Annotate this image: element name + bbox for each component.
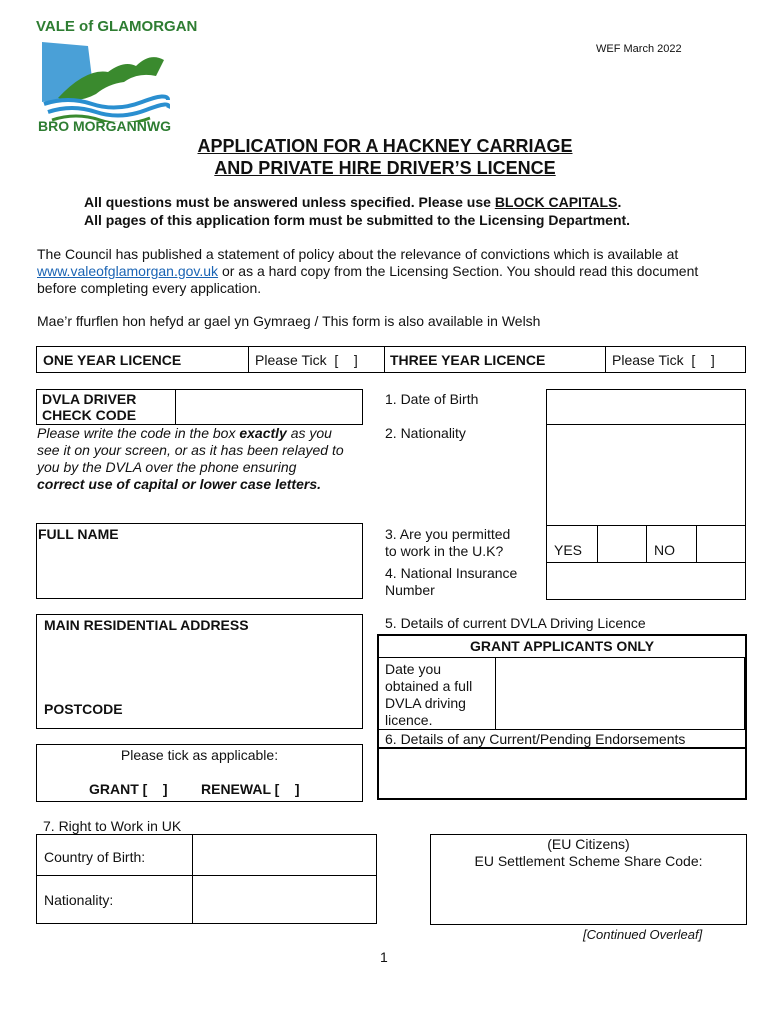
grant-tick[interactable]: GRANT [ ] <box>89 781 168 797</box>
grant-only-heading: GRANT APPLICANTS ONLY <box>469 638 655 654</box>
block-capitals: BLOCK CAPITALS <box>494 194 618 210</box>
council-website-link[interactable]: www.valeofglamorgan.gov.uk <box>37 263 219 279</box>
form-title-line1: APPLICATION FOR A HACKNEY CARRIAGE <box>197 136 573 156</box>
logo-top-text: VALE of GLAMORGAN <box>36 18 198 35</box>
divider <box>379 729 745 730</box>
date-obtained-l2: obtained a full <box>385 678 473 694</box>
policy-paragraph <box>37 246 737 297</box>
endorsements-label: 6. Details of any Current/Pending Endorsements <box>385 731 686 747</box>
eu-citizens-label: (EU Citizens) <box>547 836 630 852</box>
instruction-line1 <box>84 194 621 210</box>
logo-bottom-text: BRO MORGANNWG <box>38 118 171 134</box>
address-label: MAIN RESIDENTIAL ADDRESS <box>44 617 249 633</box>
endorsements-input[interactable] <box>379 749 745 798</box>
rtw-nationality-label: Nationality: <box>44 892 114 908</box>
date-obtained-l1: Date you <box>385 661 442 677</box>
dvla-note-c: as you see it on your screen, or as it has been relayed to you by the DVLA over the phone ensuring <box>37 425 344 475</box>
one-year-label: ONE YEAR LICENCE <box>43 352 182 368</box>
welsh-notice: Mae’r ffurflen hon hefyd ar gael yn Gymraeg / This form is also available in Welsh <box>37 313 541 329</box>
rtw-nationality-input[interactable] <box>193 876 376 923</box>
right-to-work-heading: 7. Right to Work in UK <box>43 818 182 834</box>
instruction-period: . <box>617 194 622 210</box>
divider <box>646 526 647 562</box>
policy-text-b: or as a hard copy from the Licensing Section. You should read this document before completing every application. <box>37 263 699 296</box>
dvla-check-code-box <box>36 389 363 425</box>
application-type-box <box>36 744 363 802</box>
nationality-input[interactable] <box>546 424 746 526</box>
licence-duration-row <box>36 346 746 373</box>
full-name-label: FULL NAME <box>38 526 119 542</box>
no-checkbox[interactable] <box>697 526 745 562</box>
dvla-code-input[interactable] <box>176 390 362 424</box>
grant-applicants-box <box>377 634 747 800</box>
dvla-label <box>42 391 136 423</box>
divider <box>605 347 606 372</box>
three-year-tick[interactable]: Please Tick [ ] <box>612 352 715 368</box>
one-year-tick[interactable]: Please Tick [ ] <box>255 352 358 368</box>
permitted-label <box>385 526 510 560</box>
dob-input[interactable] <box>546 389 746 425</box>
date-obtained-l4: licence. <box>385 712 433 728</box>
address-box[interactable] <box>36 614 363 729</box>
country-of-birth-input[interactable] <box>193 835 376 875</box>
council-logo <box>36 18 198 136</box>
permitted-line1: 3. Are you permitted <box>385 526 511 542</box>
permitted-line2: to work in the U.K? <box>385 543 504 559</box>
tick-applicable-label: Please tick as applicable: <box>120 747 279 763</box>
dvla-note-a: Please write the code in the box <box>37 425 240 441</box>
dvla-note <box>37 425 347 493</box>
no-label: NO <box>654 542 675 558</box>
policy-text-a: The Council has published a statement of policy about the relevance of convictions which is available at <box>37 246 679 262</box>
dvla-label-line2: CHECK CODE <box>42 407 137 423</box>
form-title-line2: AND PRIVATE HIRE DRIVER’S LICENCE <box>214 158 556 178</box>
right-to-work-table <box>36 834 377 924</box>
country-of-birth-label: Country of Birth: <box>44 849 146 865</box>
continued-overleaf: [Continued Overleaf] <box>583 927 703 942</box>
instruction-line2: All pages of this application form must be submitted to the Licensing Department. <box>84 212 631 228</box>
ni-input[interactable] <box>546 562 746 600</box>
dvla-licence-label: 5. Details of current DVLA Driving Licence <box>385 615 646 631</box>
wef-date: WEF March 2022 <box>596 43 682 55</box>
date-obtained-label <box>385 661 472 729</box>
date-obtained-l3: DVLA driving <box>385 695 466 711</box>
yes-checkbox[interactable] <box>598 526 646 562</box>
logo-graphic <box>38 38 170 122</box>
eu-settlement-box[interactable] <box>430 834 747 925</box>
dvla-note-d: correct use of capital or lower case letters. <box>37 476 322 492</box>
divider <box>384 347 385 372</box>
three-year-label: THREE YEAR LICENCE <box>390 352 546 368</box>
postcode-label: POSTCODE <box>44 701 123 717</box>
dvla-note-b: exactly <box>239 425 287 441</box>
renewal-tick[interactable]: RENEWAL [ ] <box>201 781 300 797</box>
divider <box>248 347 249 372</box>
dvla-label-line1: DVLA DRIVER <box>42 391 137 407</box>
eu-share-code-label: EU Settlement Scheme Share Code: <box>474 853 703 869</box>
ni-line2: Number <box>385 582 435 598</box>
permitted-yes-no-box <box>546 525 746 563</box>
yes-label: YES <box>554 542 583 558</box>
instruction-text: All questions must be answered unless specified. Please use <box>84 194 495 210</box>
full-name-box[interactable] <box>36 523 363 599</box>
dob-label: 1. Date of Birth <box>385 391 479 407</box>
page-number: 1 <box>380 949 388 965</box>
ni-line1: 4. National Insurance <box>385 565 518 581</box>
date-obtained-input[interactable] <box>495 657 745 730</box>
ni-label <box>385 565 517 599</box>
nationality-label: 2. Nationality <box>385 425 466 441</box>
